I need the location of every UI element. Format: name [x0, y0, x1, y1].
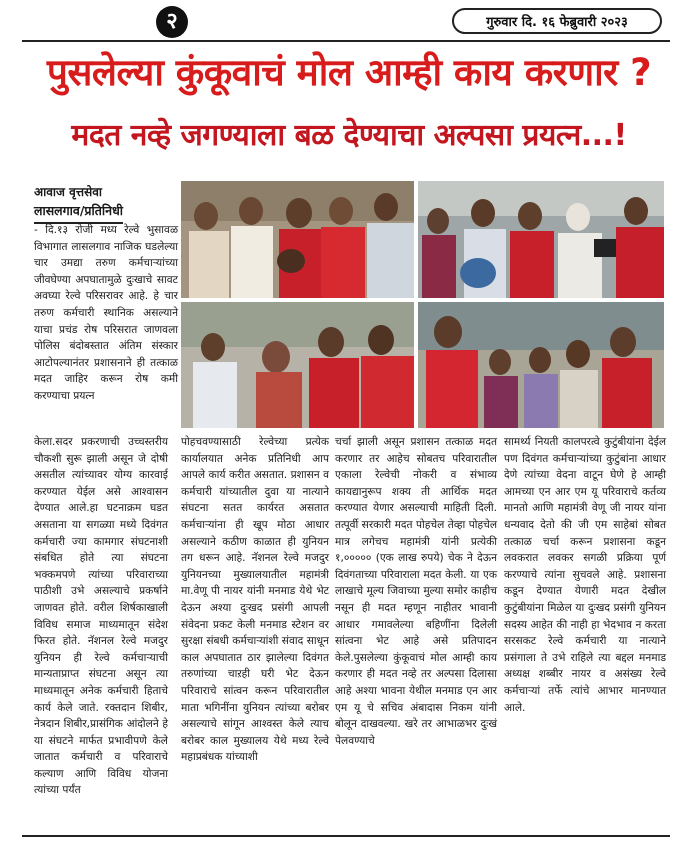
- headline-sub: मदत नव्हे जगण्याला बळ देण्याचा अल्पसा प्रयत्न...!: [71, 118, 627, 153]
- woman-condolence-photo: [181, 302, 414, 428]
- article-paragraph: पोहचवण्यासाठी रेल्वेच्या प्रत्येक कार्यालयात अनेक प्रतिनिधी आप आपले कार्य करीत असतात. प्रशासन व कर्मचारी यांच्यातील दुवा या नात्याने संघटना सतत कार्यरत असतात कर्मचाऱ्यांना ही खूप मोठा आधार असल्याने कठीण काळात ही युनियन तग धरून आहे. नॅशनल रेल्वे मजदुर युनियनच्या मुख्यालयातील महामंत्री मा.वेणू पी नायर यांनी मनमाड येथे भेट देऊन अश्या दुःखद प्रसंगी आपली संवेदना प्रकट केली मनमाड स्टेशन वर सुरक्षा संबधी कर्मचाऱ्यांशी संवाद साधून काल अपघातात ठार झालेल्या दिवंगत तरुणांच्या चाऱही घरी भेट देऊन परिवाराचे सांत्वन करून परिवारातील माता भगिनींना युनियन त्यांच्या बरोबर असल्याचे सांगून आश्वस्त केले त्याच बरोबर काल मुख्यालय येथे मध्य रेल्वे महाप्रबंधक यांच्याशी: [181, 436, 329, 764]
- crowd-consoling-photo: [181, 181, 414, 298]
- family-meeting-photo: [418, 181, 664, 298]
- page-number-badge: २: [156, 6, 188, 38]
- article-paragraph: केला.सदर प्रकरणाची उच्चस्तरीय चौकशी सुरू झाली असून जे दोषी असतील त्यांच्यावर योग्य कारवाई करण्यात येईल असे आश्वासन देण्यात आले.हा घटनाक्रम घडत असताना या सगळ्या मध्ये दिवंगत कर्मचारी ज्या कामगार संघटनाशी संबधित होते त्या संघटना भक्कमपणे त्यांच्या परिवाराच्या पाठीशी उभे असल्याचे प्रकर्षाने जाणवत होते. वरील शिर्षकाखाली विविध समाज माध्यमातून संदेश फिरत होते. नॅशनल रेल्वे मजदुर युनियन ही रेल्वे कर्मचाऱ्याची मान्यताप्राप्त संघटना असून त्या माध्यमातून अनेक कर्मचारी हिताचे कार्य केले जाते. रक्तदान शिबीर, नेत्रदान शिबीर,प्रासंगिक आंदोलने हे या संघटने मार्फत प्रभावीपणे केले जातात कर्मचारी व परिवाराचे कल्याण आणि विविध योजना त्यांच्या पर्यंत: [34, 436, 168, 797]
- top-rule: [22, 40, 670, 42]
- headline-main: पुसलेल्या कुंकूवाचं मोल आम्ही काय करणार ?: [46, 51, 652, 94]
- article-paragraph: सामर्थ्य नियती कालपरत्वे कुटुंबीयांना देईल पण दिवंगत कर्मचाऱ्यांच्या कुटुंबांना आधार देणे त्यांच्या वेदना वाटून घेणे हे आम्ही आमच्या एन आर एम यू परिवाराचे कर्तव्य मानतो आणि महामंत्री वेणू जी नायर यांना धन्यवाद देतो की जी एम साहेबां सोबत तत्काळ चर्चा करून प्रशासना कडून लवकरात लवकर सगळी प्रक्रिया पूर्ण करण्याचे त्यांना सुचवले आहे. प्रशासना कडून देण्यात येणारी मदत देखील कुटुंबीयांना मिळेल या दुःखद प्रसंगी युनियन सदस्य आहेत की नाही हा भेदभाव न करता सरसकट रेल्वे कर्मचारी या नात्याने प्रसंगाला ते उभे राहिले त्या बद्दल मनमाड अध्यक्ष शब्बीर नायर व असंख्य रेल्वे कर्मचाऱ्यां तर्फे त्यांचे आभार मानण्यात आले.: [504, 436, 666, 714]
- bottom-rule: [22, 835, 670, 837]
- article-paragraph: चर्चा झाली असून प्रशासन तत्काळ मदत करणार तर आहेच सोबतच परिवारातील एकाला रेल्वेची नोकरी व संभाव्य कायद्यानुरूप शक्य ती आर्थिक मदत करण्यात येणार असल्याची माहिती दिली. तत्पूर्वी सरकारी मदत पोहचेल तेव्हा पोहचेल मात्र लगेचच महामंत्री यांनी प्रत्येकी १,००००० (एक लाख रुपये) चेक ने देऊन दिवंगताच्या परिवाराला मदत केली. या एक लाखाचे मूल्य जिवाच्या मुल्या समोर काहीच नसून ही मदत म्हणून नाहीतर भावानी आधार गमावलेल्या बहिणींना दिलेली सांत्वना भेट आहे असे प्रतिपादन केले.पुसलेल्या कुंकूवाचं मोल आम्ही काय करणार ही मदत नव्हे तर अल्पसा दिलासा आहे अश्या भावना येथील मनमाड एन आर एम यू चे सचिव अंबादास निकम यांनी बोलून दाखवल्या. खरे तर आभाळभर दुःखं पेलवण्याचे: [335, 436, 497, 747]
- article-column-2: [181, 434, 329, 766]
- family-group-photo: [418, 302, 664, 428]
- byline: [34, 184, 180, 224]
- article-paragraph: - दि.१३ रोजी मध्य रेल्वे भुसावळ विभागात लासलगाव नाजिक घडलेल्या चार उमद्या तरुण कर्मचाऱ्यांच्या जीवघेण्या अपघातामुळे दुःखाचे सावट अवघ्या रेल्वे परिसरावर आहे. हे चार तरुण कर्मचारी स्थानिक असल्याने याचा प्रचंड रोष परिसरात जाणवला पोलिस बंदोबस्तात अंतिम संस्कार आटोपल्यानंतर प्रशासनाने ही तत्काळ मदत जाहिर करून रोष कमी करण्याचा प्रयत्न: [34, 224, 178, 402]
- article-column-4: [504, 434, 666, 716]
- article-column-3: [335, 434, 497, 749]
- byline-place: लासलगाव/प्रतिनिधी: [34, 201, 123, 224]
- dateline: गुरुवार दि. १६ फेब्रुवारी २०२३: [452, 8, 662, 34]
- byline-agency: आवाज वृत्तसेवा: [34, 185, 102, 199]
- article-column-1-bottom: [34, 434, 168, 799]
- article-column-1-top: [34, 222, 178, 405]
